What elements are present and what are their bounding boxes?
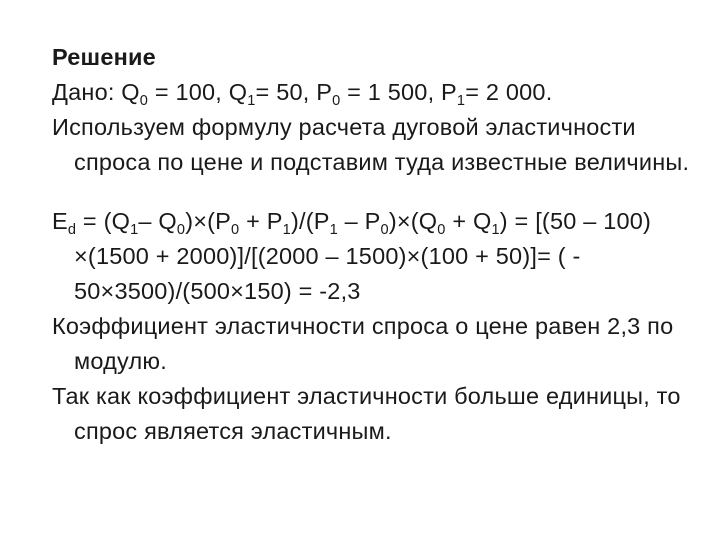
q0-value: = 100,	[148, 79, 229, 105]
formula-subscript: 0	[380, 222, 389, 239]
solution-title: Решение	[52, 44, 156, 70]
p1-value: = 2 000.	[465, 79, 553, 105]
formula-subscript: 0	[176, 222, 186, 239]
p1-symbol: P	[441, 79, 457, 105]
slide-content	[52, 40, 692, 449]
formula-part: – Q	[138, 208, 177, 234]
formula-part: – P	[337, 208, 381, 234]
elasticity-symbol: E	[52, 208, 68, 234]
formula-part: = (Q	[76, 208, 131, 234]
p0-value: = 1 500,	[340, 79, 442, 105]
formula-subscript: 1	[130, 222, 139, 239]
coefficient-paragraph: Коэффициент эластичности спроса о цене равен 2,3 по модулю.	[52, 313, 674, 374]
given-label: Дано:	[52, 79, 122, 105]
formula-part: )×(Q	[388, 208, 438, 234]
formula-calculation: ) = [(50 – 100) ×(1500 + 2000)]/[(2000 – 1500)×(100 + 50)]= ( - 50×3500)/(500×150) = -2,3	[74, 208, 652, 304]
given-line	[52, 75, 692, 110]
p0-subscript: 0	[332, 93, 341, 110]
q1-symbol: Q	[228, 79, 248, 105]
formula-subscript: 1	[282, 222, 291, 239]
p1-subscript: 1	[456, 93, 466, 110]
paragraph-gap	[52, 180, 692, 204]
elasticity-subscript: d	[67, 222, 77, 239]
formula-subscript: 1	[491, 222, 500, 239]
formula-part: )×(P	[185, 208, 232, 234]
formula-part: + P	[239, 208, 283, 234]
q1-subscript: 1	[247, 93, 256, 110]
formula-part: + Q	[445, 208, 492, 234]
method-paragraph: Используем формулу расчета дуговой эластичности спроса по цене и подставим туда известные величины.	[52, 114, 690, 175]
p0-symbol: P	[316, 79, 333, 105]
formula-subscript: 0	[231, 222, 240, 239]
formula-subscript: 1	[329, 222, 338, 239]
conclusion-paragraph: Так как коэффициент эластичности больше единицы, то спрос является эластичным.	[52, 383, 681, 444]
formula-subscript: 0	[437, 222, 446, 239]
q1-value: = 50,	[255, 79, 317, 105]
formula-part: )/(P	[290, 208, 330, 234]
formula-paragraph	[52, 204, 692, 309]
q0-subscript: 0	[139, 93, 149, 110]
q0-symbol: Q	[121, 79, 140, 105]
